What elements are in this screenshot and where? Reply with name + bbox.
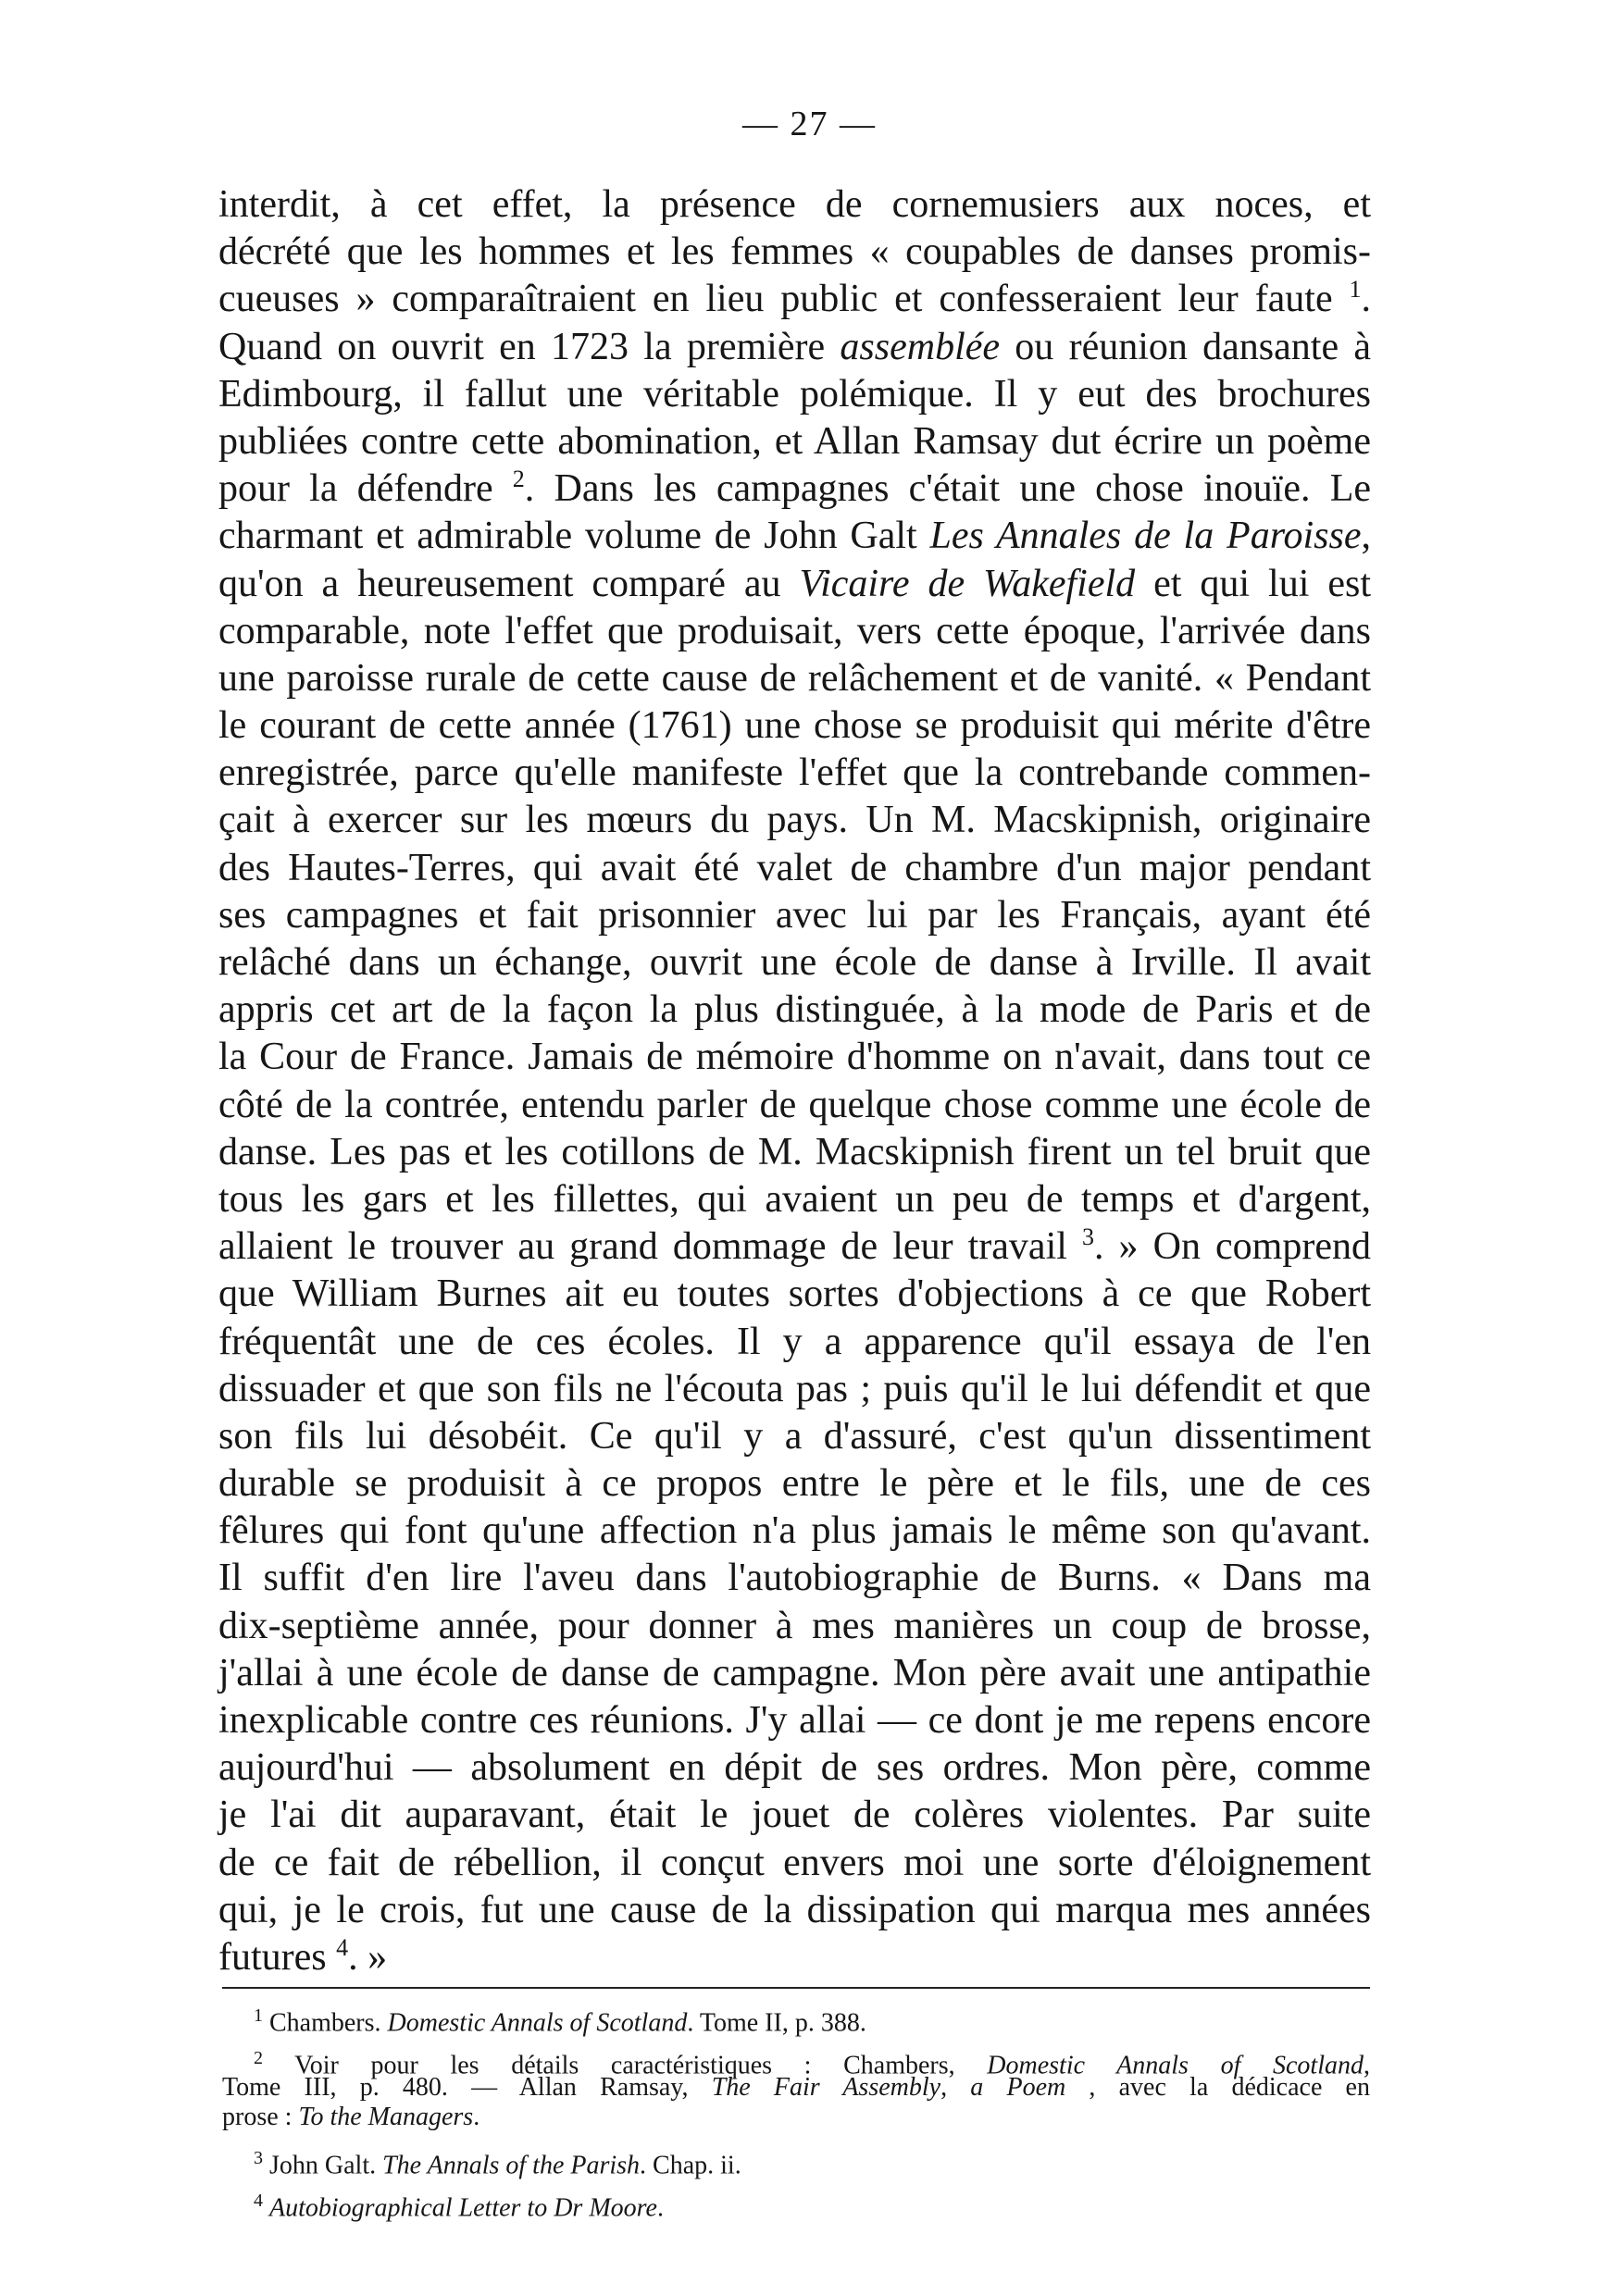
text-line <box>218 1744 1371 1792</box>
text-run: Voir pour les détails caractéristiques : Chambers, <box>263 2050 988 2079</box>
italic-title: The Annals of the Parish <box>382 2151 641 2180</box>
text-run: dix-septième année, pour donner à mes manières un coup de brosse, <box>218 1604 1371 1647</box>
text-line <box>218 892 1371 939</box>
italic-title: The Fair Assembly <box>711 2073 941 2102</box>
text-run: côté de la contrée, entendu parler de quelque chose comme une école de <box>218 1083 1371 1126</box>
text-line <box>218 1176 1371 1223</box>
text-line <box>218 845 1371 892</box>
text-line <box>218 655 1371 702</box>
text-run: des Hautes-Terres, qui avait été valet de chambre d'un major pendant <box>218 846 1371 889</box>
text-run: j'allai à une école de danse de campagne. Mon père avait une antipathie <box>218 1651 1371 1694</box>
footnote-line <box>222 2103 1370 2132</box>
text-line <box>218 1319 1371 1366</box>
text-run: allaient le trouver au grand dommage de leur travail <box>218 1225 1082 1269</box>
text-run: appris cet art de la façon la plus distinguée, à la mode de Paris et de <box>218 988 1371 1032</box>
text-line <box>218 1129 1371 1176</box>
footnotes <box>222 2002 1370 2222</box>
text-line <box>218 1840 1371 1887</box>
text-run: son fils lui désobéit. Ce qu'il y a d'assuré, c'est qu'un dissentiment <box>218 1414 1371 1458</box>
text-line <box>218 1555 1371 1602</box>
text-line <box>218 465 1371 513</box>
italic-title: Vicaire de Wakefield <box>799 562 1136 605</box>
text-run: , <box>1361 515 1371 558</box>
text-line <box>218 1697 1371 1744</box>
footnote-reference: 3 <box>1081 1223 1094 1251</box>
text-line <box>218 1223 1371 1271</box>
text-line <box>218 750 1371 797</box>
text-run: , <box>940 2073 971 2102</box>
text-line <box>218 1082 1371 1129</box>
text-run: prose : <box>222 2102 299 2131</box>
text-run: inexplicable contre ces réunions. J'y allai — ce dont je me repens encore <box>218 1699 1371 1742</box>
text-line <box>218 181 1371 229</box>
text-run: Tome III, p. 480. — Allan Ramsay, <box>222 2073 712 2102</box>
text-run: durable se produisit à ce propos entre le père et le fils, une de ces <box>218 1462 1371 1506</box>
text-line <box>218 1034 1371 1081</box>
footnote-line <box>222 2073 1370 2103</box>
text-line <box>218 702 1371 750</box>
text-line <box>218 608 1371 655</box>
footnote-reference: 4 <box>336 1933 349 1961</box>
text-run: . <box>473 2102 480 2131</box>
text-run: je l'ai dit auparavant, était le jouet de colères violentes. Par suite <box>218 1793 1371 1837</box>
text-run: fêlures qui font qu'une affection n'a plus jamais le même son qu'avant. <box>218 1509 1371 1553</box>
text-run: Quand on ouvrit en 1723 la première <box>218 325 841 368</box>
text-run: qui, je le crois, fut une cause de la dissipation qui marqua mes années <box>218 1888 1371 1931</box>
text-run: , avec la dédicace en <box>1065 2073 1370 2102</box>
page-number: — 27 — <box>742 105 877 143</box>
text-run: futures <box>218 1935 337 1979</box>
text-run <box>263 2193 269 2222</box>
italic-title: a Poem <box>970 2073 1066 2102</box>
text-line <box>218 324 1371 371</box>
text-line <box>218 1934 1371 1981</box>
footnote-reference: 2 <box>512 465 525 493</box>
text-run: Edimbourg, il fallut une véritable polémique. Il y eut des brochures <box>218 372 1371 416</box>
text-run: décrété que les hommes et les femmes « coupables de danses promis- <box>218 230 1371 274</box>
text-run: danse. Les pas et les cotillons de M. Macskipnish firent un tel bruit que <box>218 1130 1371 1173</box>
italic-title: Les Annales de la Paroisse <box>929 515 1362 558</box>
text-run: . Chap. ii. <box>640 2151 741 2180</box>
text-run: çait à exercer sur les mœurs du pays. Un M. Macskipnish, originaire <box>218 799 1371 842</box>
text-line <box>218 276 1371 323</box>
text-run: fréquentât une de ces écoles. Il y a apparence qu'il essaya de l'en <box>218 1320 1371 1363</box>
footnote-number: 1 <box>254 2005 263 2026</box>
text-line <box>218 987 1371 1034</box>
footnote-line <box>222 2144 1370 2180</box>
text-run: dissuader et que son fils ne l'écouta pas ; puis qu'il le lui défendit et que <box>218 1367 1371 1410</box>
text-run: publiées contre cette abomination, et Allan Ramsay dut écrire un poème <box>218 419 1371 463</box>
text-run: . Dans les campagnes c'était une chose inouïe. Le <box>524 467 1371 511</box>
text-line <box>218 1366 1371 1413</box>
text-line <box>218 1508 1371 1555</box>
text-run: . <box>1361 278 1371 321</box>
text-run: . Tome II, p. 388. <box>687 2008 866 2038</box>
text-run: ses campagnes et fait prisonnier avec lui par les Français, ayant été <box>218 893 1371 937</box>
footnote-line <box>222 2187 1370 2222</box>
italic-title: assemblée <box>840 325 1001 368</box>
footnote-number: 2 <box>254 2047 263 2068</box>
text-run: que William Burnes ait eu toutes sortes d'objections à ce que Robert <box>218 1272 1371 1316</box>
text-run: pour la défendre <box>218 467 513 511</box>
text-run: comparable, note l'effet que produisait, vers cette époque, l'arrivée dans <box>218 609 1371 652</box>
footnote-line <box>222 2044 1370 2079</box>
footnote-line <box>222 2002 1370 2038</box>
italic-title: Autobiographical Letter to Dr Moore <box>269 2192 657 2222</box>
text-line <box>218 1887 1371 1934</box>
text-run: interdit, à cet effet, la présence de cornemusiers aux noces, et <box>218 183 1371 226</box>
text-line <box>218 1650 1371 1697</box>
text-line <box>218 1271 1371 1318</box>
text-line <box>218 1413 1371 1460</box>
text-run: , <box>1364 2050 1370 2079</box>
footnote-number: 4 <box>254 2190 263 2211</box>
footnote-separator <box>222 1987 1370 1989</box>
text-run: tous les gars et les fillettes, qui avaient un peu de temps et d'argent, <box>218 1177 1371 1221</box>
text-run: une paroisse rurale de cette cause de relâchement et de vanité. « Pendant <box>218 656 1371 700</box>
text-line <box>218 1460 1371 1508</box>
text-run: . » On comprend <box>1093 1225 1371 1269</box>
text-run: la Cour de France. Jamais de mémoire d'homme on n'avait, dans tout ce <box>218 1036 1371 1079</box>
text-run: . <box>656 2192 664 2222</box>
footnote-reference: 1 <box>1349 276 1362 304</box>
text-run: le courant de cette année (1761) une chose se produisit qui mérite d'être <box>218 704 1371 748</box>
body-text <box>218 181 1371 1981</box>
text-line <box>218 1603 1371 1650</box>
text-run: relâché dans un échange, ouvrit une école de danse à Irville. Il avait <box>218 941 1371 984</box>
text-run: de ce fait de rébellion, il conçut envers moi une sorte d'éloignement <box>218 1841 1371 1884</box>
text-run: . » <box>348 1935 388 1979</box>
text-run: John Galt. <box>263 2151 383 2180</box>
text-run: enregistrée, parce qu'elle manifeste l'effet que la contrebande commen- <box>218 751 1371 795</box>
text-run: Il suffit d'en lire l'aveu dans l'autobiographie de Burns. « Dans ma <box>218 1557 1371 1600</box>
footnote-number: 3 <box>254 2148 263 2168</box>
text-line <box>218 797 1371 844</box>
text-run: ou réunion dansante à <box>1000 325 1371 368</box>
text-run: charmant et admirable volume de John Galt <box>218 515 930 558</box>
text-run: aujourd'hui — absolument en dépit de ses ordres. Mon père, comme <box>218 1746 1371 1790</box>
text-line <box>218 371 1371 418</box>
text-run: et qui lui est <box>1135 562 1371 605</box>
text-run: qu'on a heureusement comparé au <box>218 562 800 605</box>
text-line <box>218 418 1371 465</box>
text-line <box>218 1792 1371 1839</box>
text-line <box>218 229 1371 276</box>
italic-title: Domestic Annals of Scotland <box>987 2050 1364 2079</box>
italic-title: Domestic Annals of Scotland <box>387 2008 688 2038</box>
italic-title: To the Managers <box>298 2102 474 2131</box>
text-line <box>218 513 1371 560</box>
text-line <box>218 561 1371 608</box>
text-run: cueuses » comparaîtraient en lieu public et confesseraient leur faute <box>218 278 1350 321</box>
text-run: Chambers. <box>263 2008 388 2038</box>
text-line <box>218 939 1371 987</box>
